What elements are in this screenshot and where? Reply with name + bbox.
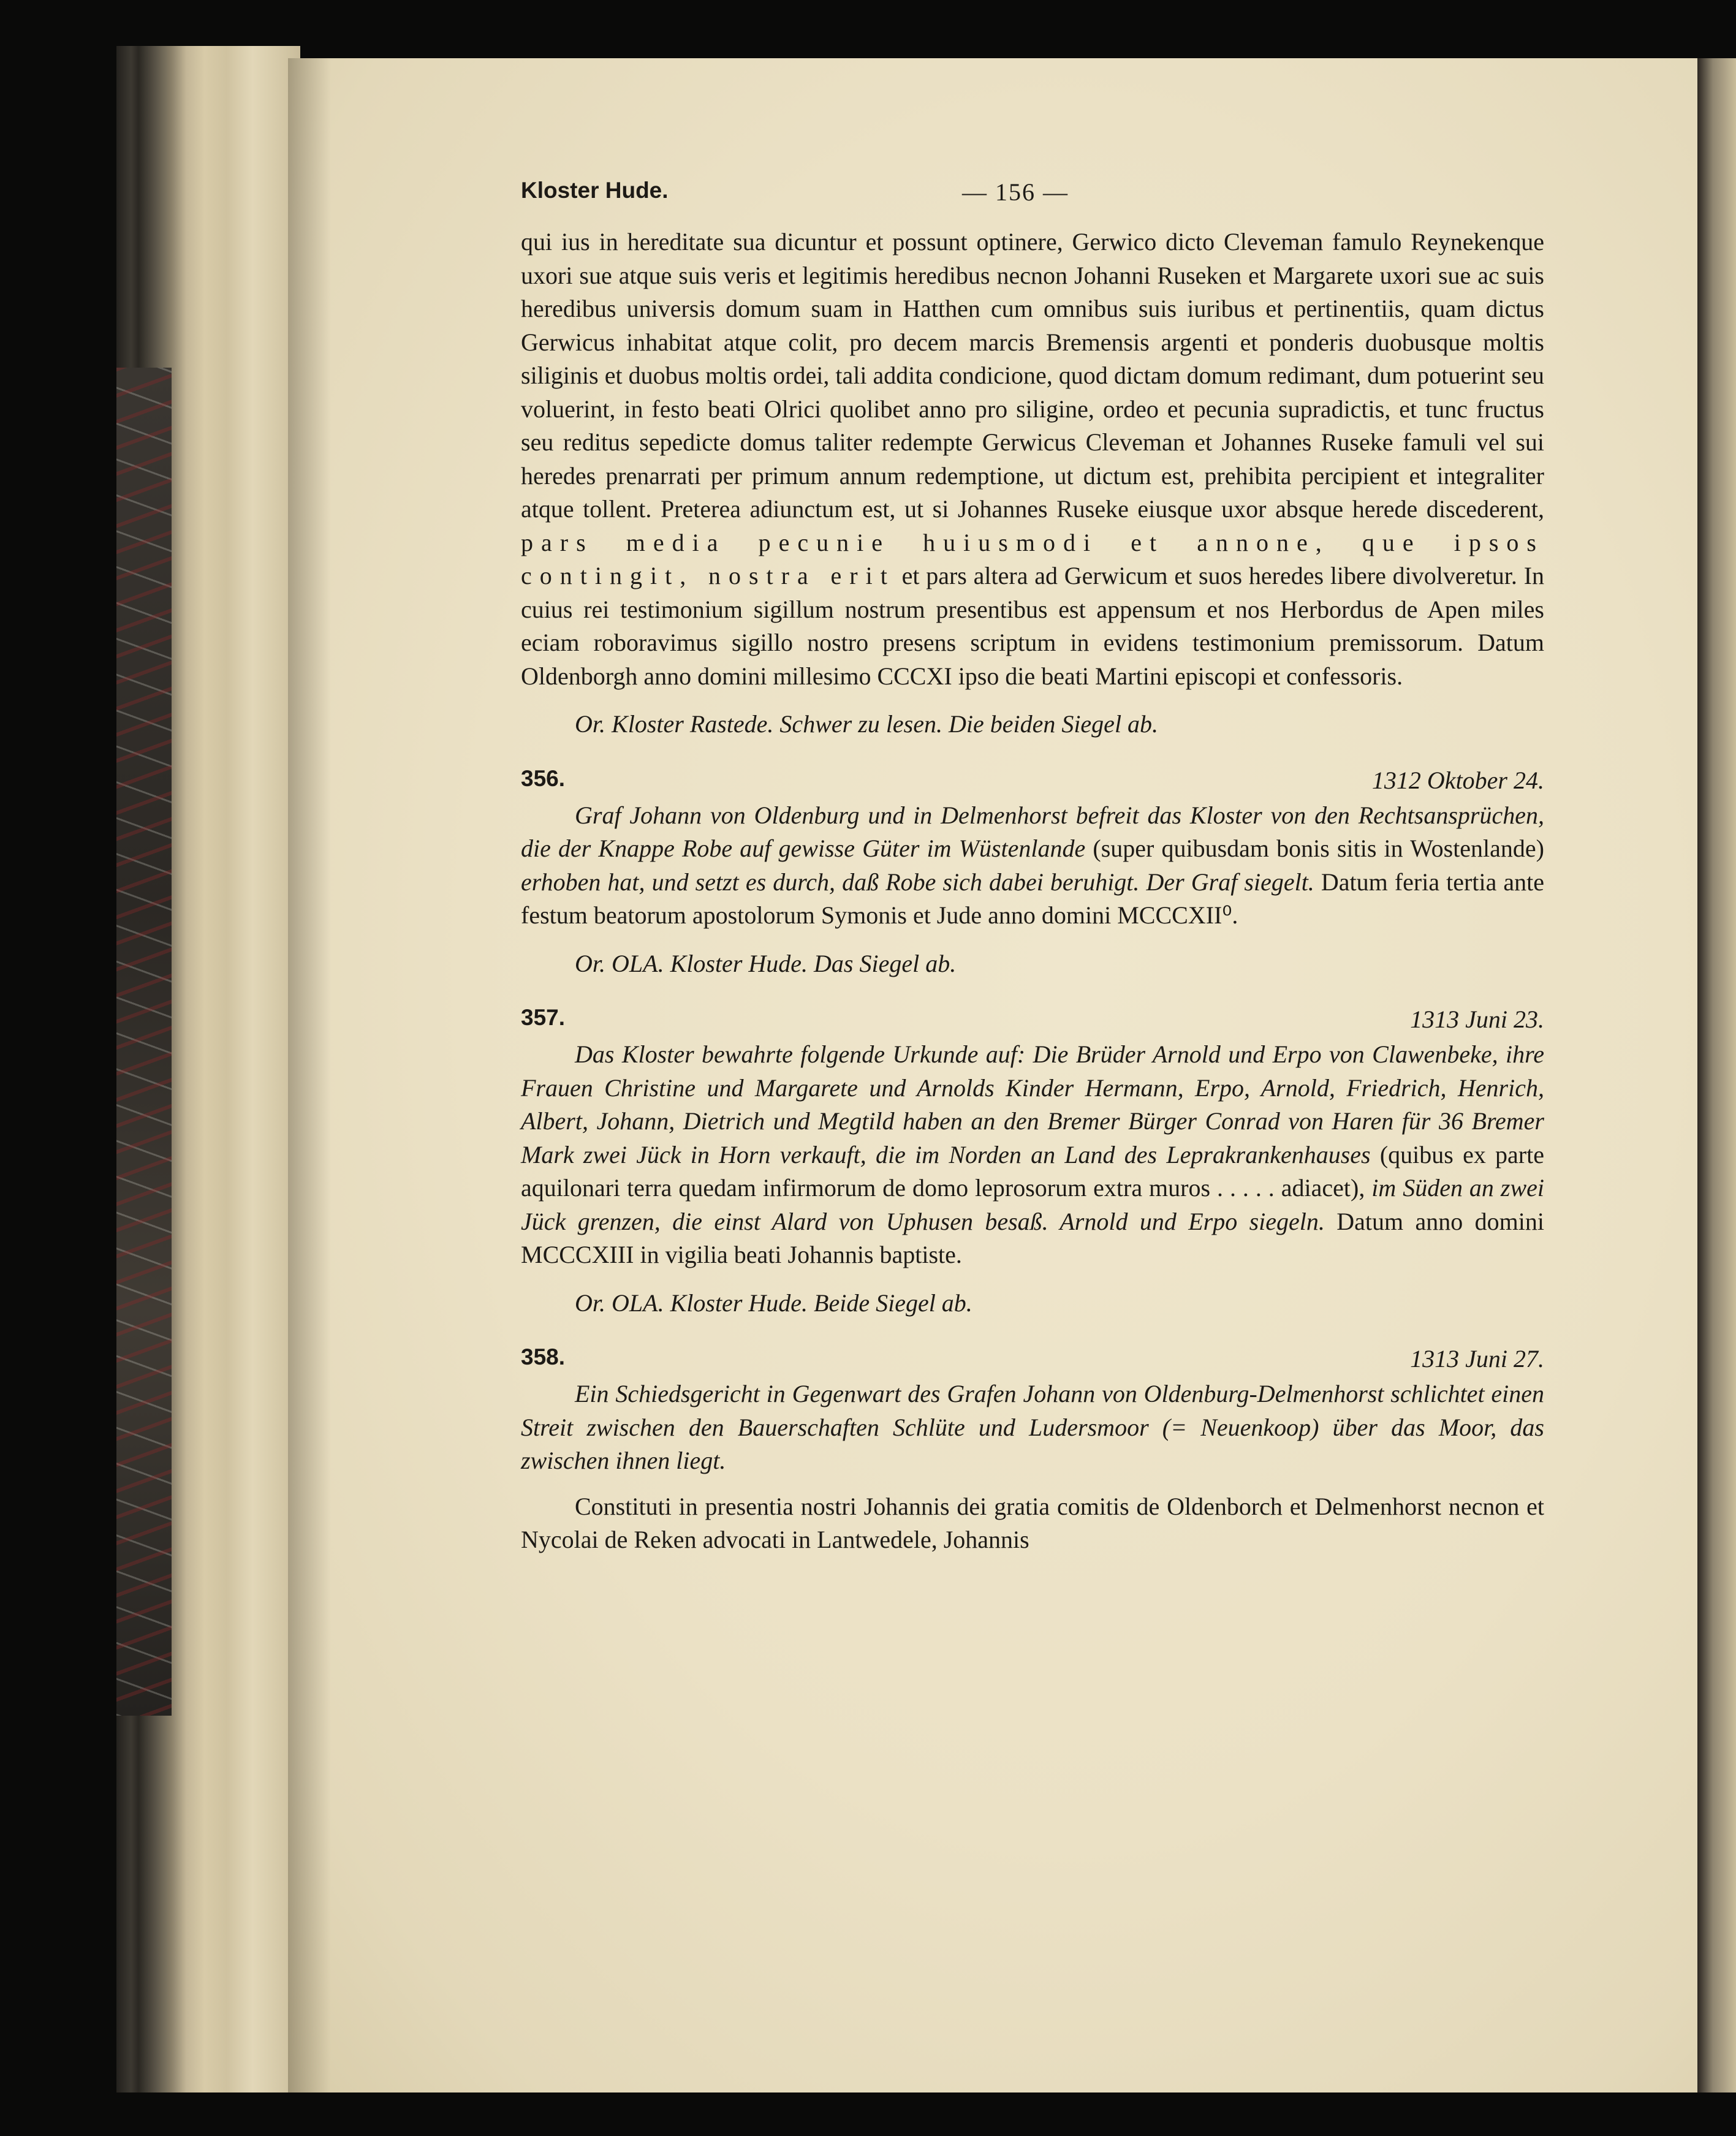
latin-quote: Datum feria tertia ante festum beatorum apostolorum Symonis et Jude anno domini MCCCXII⁰.	[521, 868, 1545, 929]
entry-heading	[521, 766, 1544, 799]
entry-date: 1313 Juni 23.	[1410, 1006, 1544, 1033]
continuation-text-b: et pars altera ad Gerwicum et suos heredes libere divolveretur. In cuius rei testimonium sigillum nostrum presentibus est appensum et nos Herbordus de Apen miles eciam roboravimus sigillo nostro presens scriptum in evidens testimonium premissorum. Datum Oldenborgh anno domini millesimo CCCXI ipso die beati Martini episcopi et confessoris.	[521, 562, 1545, 690]
regest-text: Ein Schiedsgericht in Gegenwart des Grafen Johann von Oldenburg-Delmenhorst schlichtet einen Streit zwischen den Bauerschaften Schlüte und Ludersmoor (= Neuenkoop) über das Moor, das zwischen ihnen liegt.	[521, 1380, 1544, 1474]
entry-regest	[521, 1038, 1544, 1272]
running-title: Kloster Hude.	[521, 178, 669, 203]
regest-text: Graf Johann von Oldenburg und in Delmenhorst befreit das Kloster von den Rechtsansprüchen, die der Knappe Robe auf gewisse Güter im Wüstenlande	[521, 801, 1544, 862]
marbled-cover	[116, 368, 172, 1716]
spaced-emphasis: pars media pecunie huiusmodi et annone, que ipsos contingit, nostra erit	[521, 528, 1544, 589]
page-number: — 156 —	[962, 178, 1069, 206]
regest-text: im Süden an zwei Jück grenzen, die einst Alard von Uphusen besaß. Arnold und Erpo siegeln.	[521, 1174, 1544, 1235]
entry-date: 1313 Juni 27.	[1410, 1345, 1544, 1373]
regest-text: Das Kloster bewahrte folgende Urkunde auf: Die Brüder Arnold und Erpo von Clawenbeke, ihre Frauen Christine und Margarete und Arnolds Kinder Hermann, Erpo, Arnold, Friedrich, Henrich, Albert, Johann, Dietrich und Megtild haben an den Bremer Bürger Conrad von Haren für 36 Bremer Mark zwei Jück in Horn verkauft, die im Norden an Land des Leprakrankenhauses	[521, 1040, 1544, 1168]
entry-number: 356.	[521, 765, 566, 791]
entry-regest	[521, 1377, 1544, 1478]
entry-heading	[521, 1005, 1544, 1038]
source-note: Or. OLA. Kloster Hude. Das Siegel ab.	[575, 949, 957, 977]
running-header	[521, 178, 1544, 221]
source-note: Or. OLA. Kloster Hude. Beide Siegel ab.	[575, 1289, 972, 1317]
continuation-paragraph	[521, 225, 1544, 693]
entry-regest	[521, 799, 1544, 933]
page-gutter-shadow	[288, 58, 331, 2092]
latin-quote: (super quibusdam bonis sitis in Wostenlande)	[1093, 835, 1544, 862]
latin-quote: Datum anno domini MCCCXIII in vigilia beati Johannis baptiste.	[521, 1207, 1545, 1268]
entry-body: Constituti in presentia nostri Johannis dei gratia comitis de Oldenborch et Delmenhorst necnon et Nycolai de Reken advocati in Lantwedele, Johannis	[521, 1492, 1544, 1553]
entry-number: 358.	[521, 1344, 566, 1369]
continuation-text-a: qui ius in hereditate sua dicuntur et possunt optinere, Gerwico dicto Cleveman famulo Reynekenque uxori sue atque suis veris et legitimis heredibus necnon Johanni Ruseken et Margarete uxori sue ac suis heredibus universis domum suam in Hatthen cum omnibus suis iuribus et pertinentiis, quam dictus Gerwicus inhabitat atque colit, pro decem marcis Bremensis argenti et ponderis duobusque moltis siliginis et duobus moltis ordei, tali addita condicione, quod dictam domum redimant, dum potuerint seu voluerint, in festo beati Olrici quolibet anno pro siligine, ordeo et pecunia supradictis, et tunc fructus seu reditus sepedicte domus taliter redempte Gerwicus Cleveman et Johannes Ruseke famuli vel sui heredes prenarrati per primum annum redemptione, ut dictum est, prehibita percipient et integraliter atque tollent. Preterea adiunctum est, ut si Johannes Ruseke eiusque uxor absque herede discederent,	[521, 228, 1544, 523]
latin-quote: (quibus ex parte aquilonari terra quedam infirmorum de domo leprosorum extra muros . . . . . adiacet),	[521, 1140, 1544, 1202]
page-text	[521, 178, 1544, 1557]
entry-heading	[521, 1344, 1544, 1377]
entry-number: 357.	[521, 1005, 566, 1030]
regest-text: erhoben hat, und setzt es durch, daß Robe sich dabei beruhigt. Der Graf siegelt.	[521, 868, 1314, 896]
entry-date: 1312 Oktober 24.	[1371, 766, 1544, 794]
source-note: Or. Kloster Rastede. Schwer zu lesen. Die beiden Siegel ab.	[575, 710, 1159, 738]
next-page-edge	[1697, 58, 1736, 2092]
